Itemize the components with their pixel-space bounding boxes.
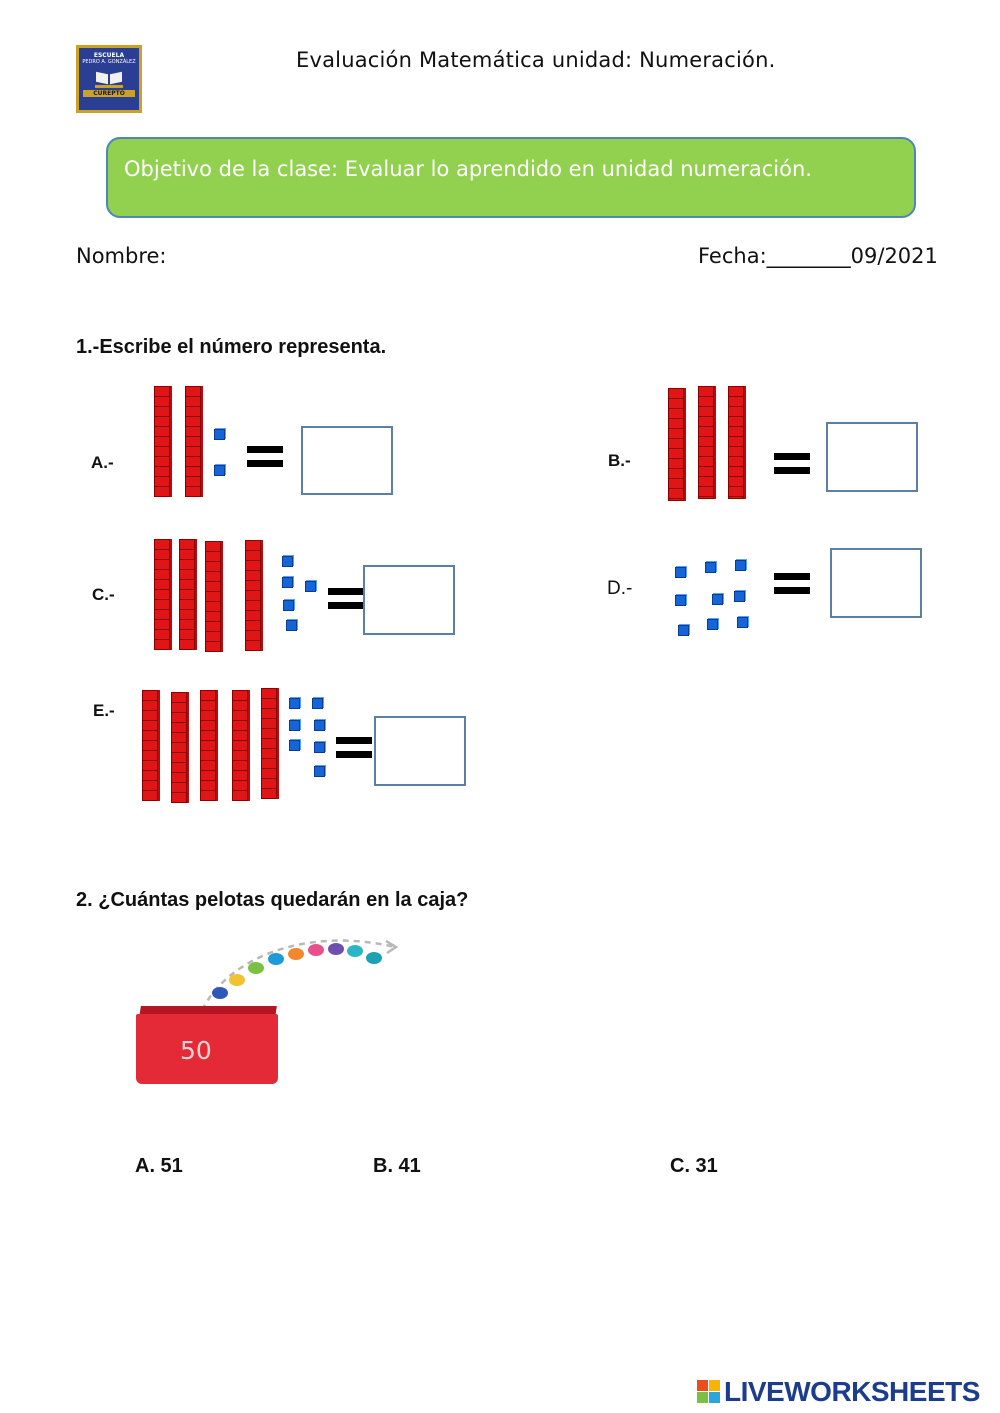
unit-cube	[282, 577, 293, 588]
item-e-label: E.-	[93, 701, 115, 720]
unit-cube	[712, 594, 723, 605]
equals-sign	[774, 453, 810, 474]
ball	[268, 953, 284, 965]
item-c-label: C.-	[92, 585, 115, 604]
liveworksheets-icon	[697, 1380, 721, 1404]
ball	[212, 987, 228, 999]
unit-cube	[675, 595, 686, 606]
ball	[308, 944, 324, 956]
objective-text: Objetivo de la clase: Evaluar lo aprendido en unidad numeración.	[124, 157, 812, 181]
ball	[328, 943, 344, 955]
unit-cube	[305, 581, 316, 592]
ten-rod	[698, 386, 714, 499]
unit-cube	[214, 429, 225, 440]
equals-sign	[336, 737, 372, 758]
logo-text-top: ESCUELA	[93, 52, 125, 59]
ten-rod	[261, 688, 277, 799]
item-d-label: D.-	[607, 578, 633, 599]
item-b-label: B.-	[608, 451, 631, 470]
unit-cube	[735, 560, 746, 571]
unit-cube	[314, 720, 325, 731]
unit-cube	[734, 591, 745, 602]
equals-sign	[328, 588, 364, 609]
item-a-label: A.-	[91, 453, 114, 472]
school-logo	[76, 45, 142, 113]
unit-cube	[312, 698, 323, 709]
liveworksheets-logo: LIVEWORKSHEETS	[724, 1376, 980, 1407]
ten-rod	[185, 386, 201, 497]
ball	[229, 974, 245, 986]
answer-box-a[interactable]	[301, 426, 393, 495]
answer-box-e[interactable]	[374, 716, 466, 786]
ball	[347, 945, 363, 957]
unit-cube	[678, 625, 689, 636]
option-a[interactable]: A. 51	[135, 1155, 183, 1177]
ten-rod	[179, 539, 195, 650]
option-c[interactable]: C. 31	[670, 1155, 718, 1177]
answer-box-c[interactable]	[363, 565, 455, 635]
ball	[366, 952, 382, 964]
answer-box-d[interactable]	[830, 548, 922, 618]
red-box	[136, 1006, 278, 1084]
ball	[248, 962, 264, 974]
ten-rod	[200, 690, 216, 801]
ball	[288, 948, 304, 960]
ten-rod	[154, 539, 170, 650]
unit-cube	[675, 567, 686, 578]
unit-cube	[289, 698, 300, 709]
unit-cube	[289, 720, 300, 731]
box-number: 50	[180, 1036, 212, 1065]
option-b[interactable]: B. 41	[373, 1155, 421, 1177]
ten-rod	[728, 386, 744, 499]
unit-cube	[289, 740, 300, 751]
objective-banner	[106, 137, 916, 218]
unit-cube	[705, 562, 716, 573]
unit-cube	[314, 742, 325, 753]
unit-cube	[737, 617, 748, 628]
question-2-prompt: 2. ¿Cuántas pelotas quedarán en la caja?	[76, 889, 469, 911]
ten-rod	[232, 690, 248, 801]
unit-cube	[314, 766, 325, 777]
name-label: Nombre:	[76, 244, 167, 268]
book-icon	[95, 69, 123, 88]
ball-arc-path	[190, 935, 405, 1015]
equals-sign	[247, 446, 283, 467]
unit-cube	[282, 556, 293, 567]
unit-cube	[283, 600, 294, 611]
ten-rod	[205, 541, 221, 652]
equals-sign	[774, 573, 810, 594]
ten-rod	[668, 388, 684, 501]
date-label: Fecha:________09/2021	[698, 244, 938, 268]
ten-rod	[245, 540, 261, 651]
logo-text-mid: PEDRO A. GONZÁLEZ	[82, 59, 136, 65]
ten-rod	[142, 690, 158, 801]
page-title: Evaluación Matemática unidad: Numeración.	[296, 48, 776, 72]
ten-rod	[171, 692, 187, 803]
unit-cube	[707, 619, 718, 630]
answer-box-b[interactable]	[826, 422, 918, 492]
question-1-prompt: 1.-Escribe el número representa.	[76, 336, 387, 358]
unit-cube	[214, 465, 225, 476]
unit-cube	[286, 620, 297, 631]
ten-rod	[154, 386, 170, 497]
logo-text-bottom: CUREPTO	[83, 90, 135, 97]
